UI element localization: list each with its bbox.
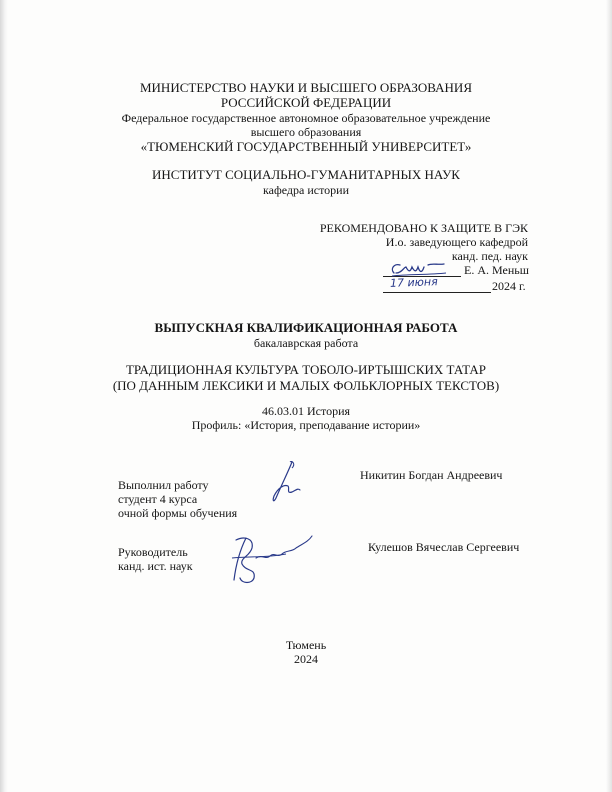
work-subtype: бакалаврская работа [253,336,359,350]
approval-position: И.о. заведующего кафедрой [385,235,528,249]
supervisor-label-line-1: Руководитель [118,545,188,559]
department-name: кафедра истории [262,183,350,197]
university-name: «ТЮМЕНСКИЙ ГОСУДАРСТВЕННЫЙ УНИВЕРСИТЕТ» [140,139,472,154]
author-label-line-2: студент 4 курса [118,492,198,506]
approval-heading: РЕКОМЕНДОВАНО К ЗАЩИТЕ В ГЭК [319,221,528,235]
footer-year: 2024 [294,652,318,666]
author-label-line-1: Выполнил работу [118,478,209,492]
approval-degree: канд. пед. наук [451,249,528,263]
work-title-line-1: ТРАДИЦИОННАЯ КУЛЬТУРА ТОБОЛО-ИРТЫШСКИХ ТАТАР [125,362,486,377]
ministry-line-1: МИНИСТЕРСТВО НАУКИ И ВЫСШЕГО ОБРАЗОВАНИЯ [139,80,472,95]
institution-line-2: высшего образования [250,125,362,139]
work-type: ВЫПУСКНАЯ КВАЛИФИКАЦИОННАЯ РАБОТА [154,320,458,335]
approval-year: 2024 г. [492,279,526,293]
author-name: Никитин Богдан Андреевич [360,468,503,482]
ministry-line-2: РОССИЙСКОЙ ФЕДЕРАЦИИ [220,95,392,110]
institute-name: ИНСТИТУТ СОЦИАЛЬНО-ГУМАНИТАРНЫХ НАУК [152,167,460,182]
approval-date-line [383,292,491,293]
work-title-line-2: (ПО ДАННЫМ ЛЕКСИКИ И МАЛЫХ ФОЛЬКЛОРНЫХ ТЕКСТОВ) [112,378,500,393]
approval-handwritten-date: 17 июня [389,275,438,290]
institution-line-1: Федеральное государственное автономное образовательное учреждение [121,111,491,125]
supervisor-label-line-2: канд. ист. наук [118,559,193,573]
specialty-code: 46.03.01 История [261,404,351,418]
footer-city: Тюмень [285,638,327,652]
author-signature [262,458,312,508]
author-label-line-3: очной формы обучения [118,506,238,520]
specialty-profile: Профиль: «История, преподавание истории» [191,418,421,432]
supervisor-signature [226,528,318,588]
approval-name: Е. А. Меньш [464,263,529,277]
supervisor-name: Кулешов Вячеслав Сергеевич [368,540,520,554]
